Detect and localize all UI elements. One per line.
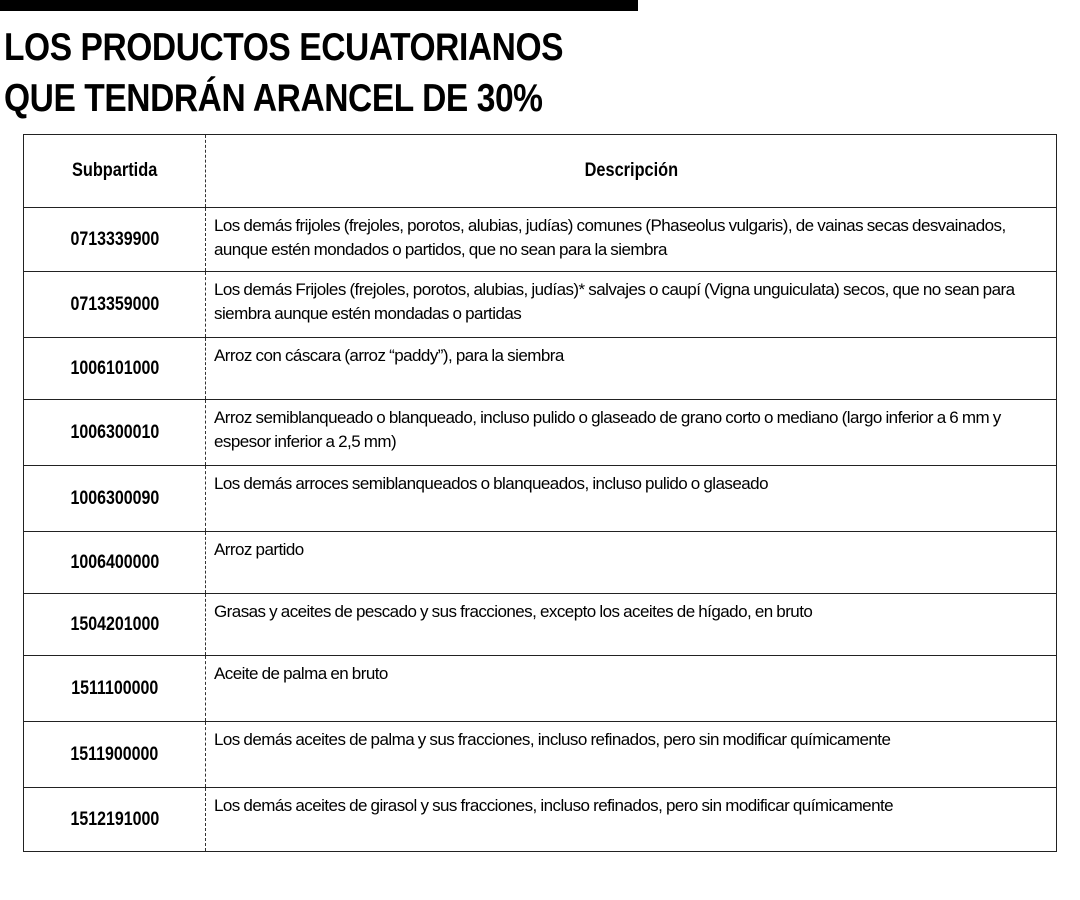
- subpartida-code: 1006101000: [24, 338, 206, 400]
- table-row: [24, 272, 1057, 338]
- table-row: [24, 338, 1057, 400]
- product-description: Los demás aceites de palma y sus fracciones, incluso refinados, pero sin modificar químicamente: [206, 722, 1057, 788]
- tariff-table: [23, 134, 1057, 852]
- table-row: [24, 532, 1057, 594]
- headline-line-1: LOS PRODUCTOS ECUATORIANOS: [4, 26, 564, 69]
- table-row: [24, 594, 1057, 656]
- table-row: [24, 788, 1057, 852]
- column-header-subpartida: Subpartida: [24, 135, 206, 208]
- top-rule: [0, 0, 638, 11]
- product-description: Arroz con cáscara (arroz “paddy”), para la siembra: [206, 338, 1057, 400]
- subpartida-code: 0713359000: [24, 272, 206, 338]
- table-row: [24, 208, 1057, 272]
- product-description: Los demás arroces semiblanqueados o blanqueados, incluso pulido o glaseado: [206, 466, 1057, 532]
- product-description: Los demás frijoles (frejoles, porotos, alubias, judías) comunes (Phaseolus vulgaris), de vainas secas desvainados, aunque estén mondados o partidos, que no sean para la siembra: [206, 208, 1057, 272]
- subpartida-code: 1511900000: [24, 722, 206, 788]
- headline: [4, 22, 563, 124]
- table-row: [24, 400, 1057, 466]
- subpartida-code: 1006300010: [24, 400, 206, 466]
- column-header-descripcion: Descripción: [206, 135, 1057, 208]
- table-header-row: [24, 135, 1057, 208]
- headline-line-2: QUE TENDRÁN ARANCEL DE 30%: [4, 77, 543, 120]
- product-description: Aceite de palma en bruto: [206, 656, 1057, 722]
- subpartida-code: 1504201000: [24, 594, 206, 656]
- product-description: Arroz partido: [206, 532, 1057, 594]
- subpartida-code: 1006300090: [24, 466, 206, 532]
- product-description: Los demás aceites de girasol y sus fracciones, incluso refinados, pero sin modificar químicamente: [206, 788, 1057, 852]
- subpartida-code: 1511100000: [24, 656, 206, 722]
- table-row: [24, 466, 1057, 532]
- product-description: Grasas y aceites de pescado y sus fracciones, excepto los aceites de hígado, en bruto: [206, 594, 1057, 656]
- product-description: Arroz semiblanqueado o blanqueado, incluso pulido o glaseado de grano corto o mediano (largo inferior a 6 mm y espesor inferior a 2,5 mm): [206, 400, 1057, 466]
- subpartida-code: 1006400000: [24, 532, 206, 594]
- subpartida-code: 1512191000: [24, 788, 206, 852]
- table-row: [24, 722, 1057, 788]
- product-description: Los demás Frijoles (frejoles, porotos, alubias, judías)* salvajes o caupí (Vigna unguiculata) secos, que no sean para siembra aunque estén mondadas o partidas: [206, 272, 1057, 338]
- table-row: [24, 656, 1057, 722]
- subpartida-code: 0713339900: [24, 208, 206, 272]
